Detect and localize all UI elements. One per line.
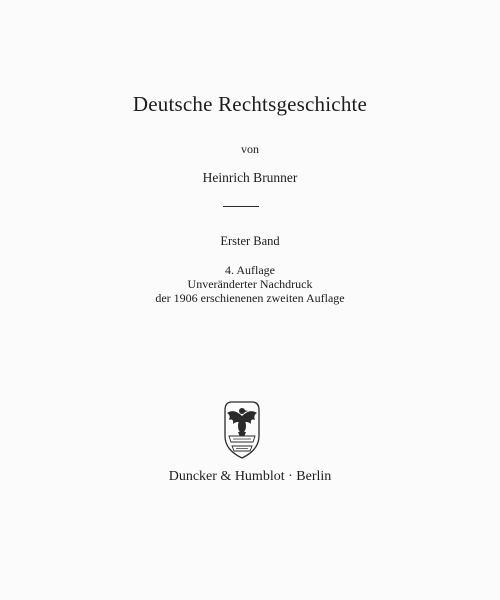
by-word: von xyxy=(241,142,259,156)
eagle-publisher-mark-icon xyxy=(222,396,262,460)
divider-rule xyxy=(223,206,259,207)
book-title: Deutsche Rechtsgeschichte xyxy=(132,92,368,116)
author-name: Heinrich Brunner xyxy=(202,170,298,185)
volume-label: Erster Band xyxy=(220,234,280,248)
edition-line-1: 4. Auflage xyxy=(225,263,275,277)
edition-line-2: Unveränderter Nachdruck xyxy=(187,277,313,291)
edition-line-3: der 1906 erschienenen zweiten Auflage xyxy=(155,291,345,305)
publisher-line: Duncker & Humblot · Berlin xyxy=(168,469,332,484)
